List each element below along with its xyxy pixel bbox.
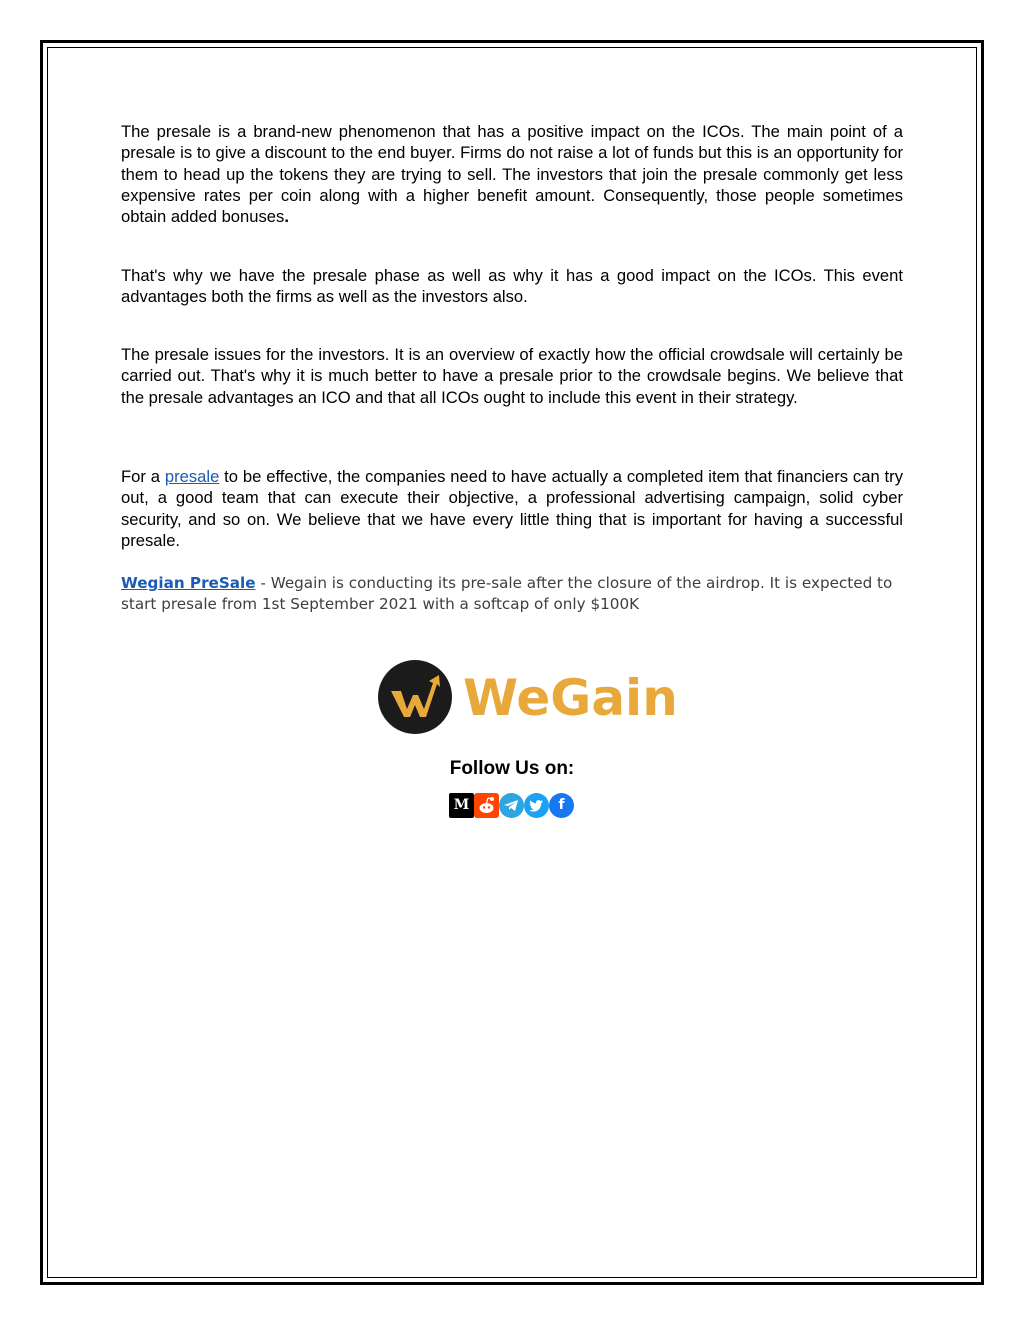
paragraph-4-after: to be effective, the companies need to have actually a completed item that financiers can try out, a good team that can execute their objective, a professional advertising campaign, solid cyber security, and so on. We believe that we have every little thing that is important for having a successful presale.	[121, 467, 903, 550]
paragraph-1	[121, 121, 903, 227]
follow-us-label: Follow Us on:	[449, 758, 575, 779]
reddit-icon[interactable]	[474, 793, 499, 818]
presale-note	[121, 573, 903, 615]
wegain-wordmark: WeGain	[463, 669, 678, 727]
paragraph-3: The presale issues for the investors. It is an overview of exactly how the official crowdsale will certainly be carried out. That's why it is much better to have a presale prior to the crowdsale begins. We believe that the presale advantages an ICO and that all ICOs ought to include this event in their strategy.	[121, 345, 903, 407]
medium-icon[interactable]: M	[449, 793, 474, 818]
twitter-icon[interactable]	[524, 793, 549, 818]
telegram-icon[interactable]	[499, 793, 524, 818]
wegain-presale-link[interactable]: Wegian PreSale	[121, 574, 256, 592]
paragraph-1-text: The presale is a brand-new phenomenon that has a positive impact on the ICOs. The main point of a presale is to give a discount to the end buyer. Firms do not raise a lot of funds but this is an opportunity for them to head up the tokens they are trying to sell. The investors that join the presale commonly get less expensive rates per coin along with a higher benefit amount. Consequently, those people sometimes obtain added bonuses	[121, 122, 903, 227]
social-links	[449, 793, 579, 820]
twitter-glyph	[524, 793, 549, 818]
paragraph-1-end: .	[284, 207, 289, 227]
paragraph-4	[121, 466, 903, 551]
facebook-icon[interactable]: f	[549, 793, 574, 818]
presale-note-text: - Wegain is conducting its pre-sale after the closure of the airdrop. It is expected to start presale from 1st September 2021 with a softcap of only $100K	[121, 574, 893, 613]
wegain-logo-icon	[377, 659, 678, 737]
reddit-glyph	[474, 793, 499, 818]
paragraph-2: That's why we have the presale phase as well as why it has a good impact on the ICOs. This event advantages both the firms as well as the investors also.	[121, 266, 903, 307]
presale-link[interactable]: presale	[164, 467, 220, 486]
wegain-logo	[377, 659, 678, 737]
paragraph-4-before: For a	[121, 467, 165, 486]
telegram-glyph	[499, 793, 524, 818]
